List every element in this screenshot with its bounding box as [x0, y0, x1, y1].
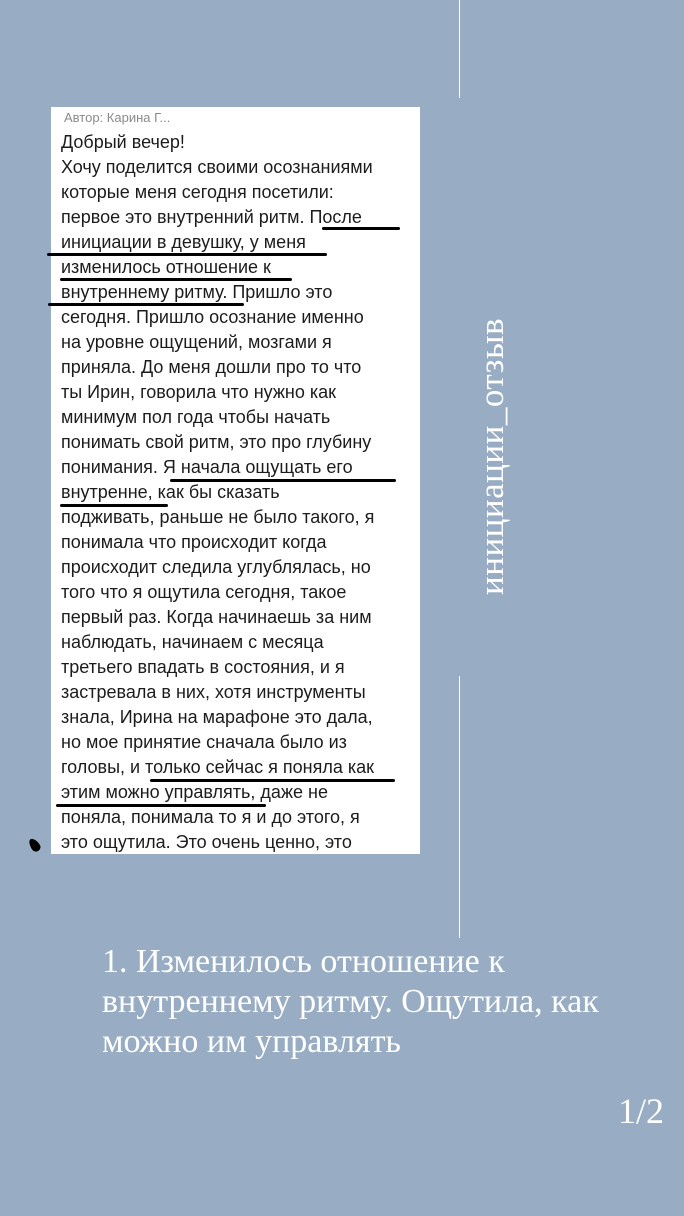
review-line: происходит следила углублялась, но: [61, 557, 371, 577]
review-line: приняла. До меня дошли про то что: [61, 357, 362, 377]
review-line: которые меня сегодня посетили:: [61, 182, 334, 202]
underline-mark: [170, 479, 396, 482]
review-line: головы, и только сейчас я поняла как: [61, 757, 375, 777]
review-line: изменилось отношение к: [61, 257, 271, 277]
side-hashtag: инициации_отзыв: [472, 318, 511, 596]
underline-mark: [47, 253, 327, 256]
divider-line-bottom: [459, 676, 460, 938]
underline-mark: [48, 303, 244, 306]
review-line: третьего впадать в состояния, и я: [61, 657, 345, 677]
review-line: поняла, понимала то я и до этого, я: [61, 807, 360, 827]
review-line: сегодня. Пришло осознание именно: [61, 307, 364, 327]
review-line: минимум пол года чтобы начать: [61, 407, 331, 427]
review-line: того что я ощутила сегодня, такое: [61, 582, 347, 602]
review-line: подживать, раньше не было такого, я: [61, 507, 375, 527]
underline-mark: [56, 804, 266, 807]
underline-mark: [60, 278, 292, 281]
summary-caption: 1. Изменилось отношение к внутреннему ритму. Ощутила, как можно им управлять: [102, 943, 599, 1060]
review-line: внутреннему ритму. Пришло это: [61, 282, 333, 302]
review-line: понимания. Я начала ощущать его: [61, 457, 353, 477]
page-counter: 1/2: [617, 1091, 664, 1131]
review-line: понимать свой ритм, это про глубину: [61, 432, 372, 452]
divider-line-top: [459, 0, 460, 98]
review-line: на уровне ощущений, мозгами я: [61, 332, 332, 352]
review-line: но мое принятие сначала было из: [61, 732, 347, 752]
review-line: знала, Ирина на марафоне это дала,: [61, 707, 373, 727]
review-author: Автор: Карина Г...: [64, 110, 171, 125]
review-text: [61, 130, 420, 854]
underline-mark: [150, 779, 395, 782]
review-line: первое это внутренний ритм. После: [61, 207, 362, 227]
review-line: Добрый вечер!: [61, 132, 185, 152]
underline-mark: [322, 227, 400, 230]
review-line: инициации в девушку, у меня: [61, 232, 306, 252]
pen-stroke-mark: [27, 837, 42, 854]
review-line: Хочу поделится своими осознаниями: [61, 157, 373, 177]
review-line: ты Ирин, говорила что нужно как: [61, 382, 336, 402]
review-line: наблюдать, начинаем с месяца: [61, 632, 324, 652]
underline-mark: [60, 504, 168, 507]
review-line: этим можно управлять, даже не: [61, 782, 328, 802]
review-line: застревала в них, хотя инструменты: [61, 682, 366, 702]
review-line: понимала что происходит когда: [61, 532, 327, 552]
review-line: первый раз. Когда начинаешь за ним: [61, 607, 372, 627]
review-line: внутренне, как бы сказать: [61, 482, 280, 502]
review-line: это ощутила. Это очень ценно, это: [61, 832, 352, 852]
